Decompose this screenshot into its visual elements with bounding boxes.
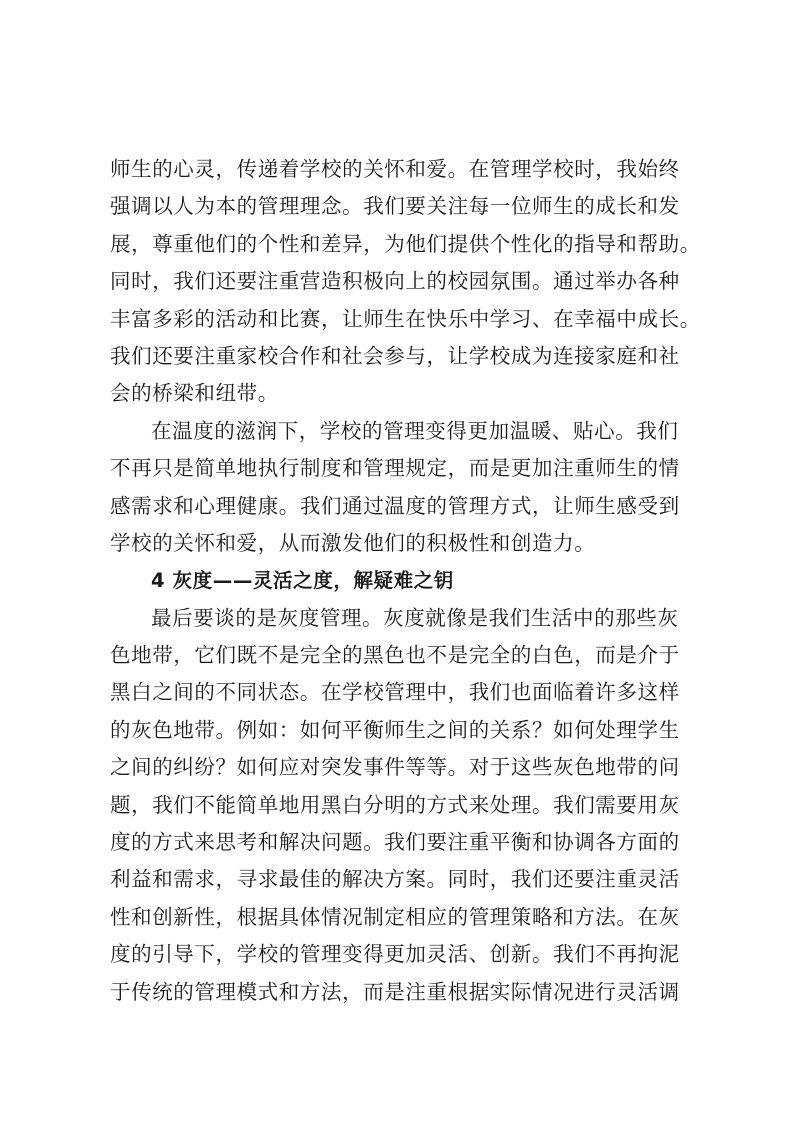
text-line: 题，我们不能简单地用黑白分明的方式来处理。我们需要用灰 <box>110 792 680 817</box>
text-line: 度的方式来思考和解决问题。我们要注重平衡和协调各方面的 <box>110 830 680 855</box>
text-line: 会的桥梁和纽带。 <box>110 381 279 406</box>
text-line: 性和创新性，根据具体情况制定相应的管理策略和方法。在灰 <box>110 904 680 929</box>
paragraph-start-line: 最后要谈的是灰度管理。灰度就像是我们生活中的那些灰 <box>151 605 679 630</box>
text-line: 于传统的管理模式和方法，而是注重根据实际情况进行灵活调 <box>110 979 680 1004</box>
text-line: 之间的纠纷？如何应对突发事件等等。对于这些灰色地带的问 <box>110 755 680 780</box>
text-line: 感需求和心理健康。我们通过温度的管理方式，让师生感受到 <box>110 493 680 518</box>
text-line: 黑白之间的不同状态。在学校管理中，我们也面临着许多这样 <box>110 680 680 705</box>
body-text <box>110 151 701 1011</box>
text-line: 强调以人为本的管理理念。我们要关注每一位师生的成长和发 <box>110 194 680 219</box>
text-line: 师生的心灵，传递着学校的关怀和爱。在管理学校时，我始终 <box>110 157 680 181</box>
text-line: 展，尊重他们的个性和差异，为他们提供个性化的指导和帮助。 <box>110 231 701 256</box>
text-line: 我们还要注重家校合作和社会参与，让学校成为连接家庭和社 <box>110 343 680 368</box>
text-line: 度的引导下，学校的管理变得更加灵活、创新。我们不再拘泥 <box>110 942 680 967</box>
text-line: 同时，我们还要注重营造积极向上的校园氛围。通过举办各种 <box>110 269 680 294</box>
text-line: 不再只是简单地执行制度和管理规定，而是更加注重师生的情 <box>110 456 680 481</box>
text-line: 丰富多彩的活动和比赛，让师生在快乐中学习、在幸福中成长。 <box>110 306 701 331</box>
section-heading: 4 灰度——灵活之度，解疑难之钥 <box>151 569 454 593</box>
text-line: 学校的关怀和爱，从而激发他们的积极性和创造力。 <box>110 530 596 555</box>
text-line: 利益和需求，寻求最佳的解决方案。同时，我们还要注重灵活 <box>110 867 680 892</box>
text-line: 色地带，它们既不是完全的黑色也不是完全的白色，而是介于 <box>110 643 680 668</box>
text-line: 的灰色地带。例如：如何平衡师生之间的关系？如何处理学生 <box>110 717 680 742</box>
paragraph-start-line: 在温度的滋润下，学校的管理变得更加温暖、贴心。我们 <box>151 418 679 443</box>
